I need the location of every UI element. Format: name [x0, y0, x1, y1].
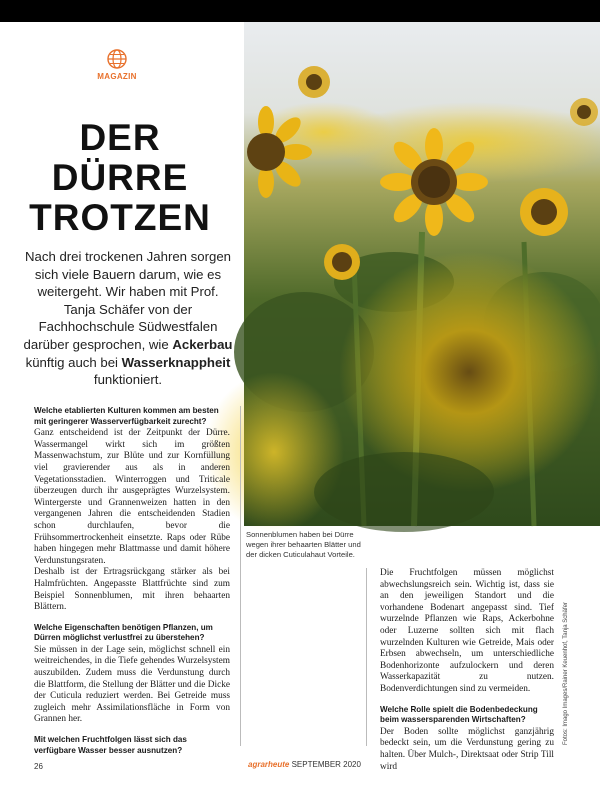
lead-text: funktioniert. — [93, 372, 163, 388]
article-lead — [22, 248, 234, 389]
interview-answer: Die Fruchtfolgen müssen möglichst abwechslungsreich sein. Wichtig ist, dass sie an den jeweiligen Standort und die vorhandene Bodenart angepasst sind. Tief wurzelnde Pflanzen wie Raps, Ackerbohne oder Luzerne sollten sich mit flach wurzelnden Kulturen wie Getreide, Mais oder Erbsen abwechseln, um unterschiedliche Bodenhorizonte aufzulockern und deren Wasserkapazität zu nutzen. Bodenverdichtungen sind zu vermeiden. — [380, 568, 554, 694]
interview-question: Welche Eigenschaften benötigen Pflanzen, um Dürren möglichst verlustfrei zu überstehen? — [34, 622, 213, 643]
photo-credit: Fotos: Imago Images/Rainer Keuenhof, Tanja Schäfer — [563, 602, 569, 745]
lead-bold: Ackerbau — [172, 336, 233, 352]
article-column-left — [34, 406, 230, 755]
brand-logo: agrarheute — [248, 760, 290, 769]
article-headline — [22, 118, 218, 238]
lead-text: künftig auch bei — [25, 354, 122, 370]
sunflower-field-illustration — [244, 22, 600, 526]
interview-answer: Ganz entscheidend ist der Zeitpunkt der Dürre. Wassermangel wirkt sich im größten Massenwachstum, zur Blüte und zur Kornfüllung viel gravierender aus als in anderen Vegetationsstadien. Winterroggen und Triticale überzeugen durch ihr ausgeprägtes Wurzelsystem. Wintergerste und Grannenweizen hatten in den vergangenen Jahren die entscheidenden Stadien schon durchlaufen, bevor die Frühsommertrockenheit einsetzte. Raps oder Rübe haben hingegen mehr Blattmasse und damit höhere Verdunstungsraten. — [34, 428, 230, 566]
section-kicker: MAGAZIN — [97, 72, 137, 81]
sunflower-photo — [244, 22, 600, 526]
article-column-right — [380, 568, 554, 772]
column-divider — [240, 406, 241, 746]
interview-question: Welche Rolle spielt die Bodenbedeckung beim wassersparenden Wirtschaften? — [380, 704, 538, 725]
headline-line: DÜRRE — [51, 157, 189, 198]
interview-question: Welche etablierten Kulturen kommen am besten mit geringerer Wasserverfügbarkeit zurecht? — [34, 406, 219, 426]
globe-icon — [106, 48, 128, 70]
headline-line: TROTZEN — [29, 197, 211, 238]
column-divider — [366, 568, 367, 746]
headline-line: DER — [79, 117, 161, 158]
interview-question: Mit welchen Fruchtfolgen lässt sich das verfügbare Wasser besser ausnutzen? — [34, 735, 187, 755]
top-black-bar — [0, 0, 600, 22]
interview-answer: Sie müssen in der Lage sein, möglichst schnell ein weitreichendes, in die Tiefe gehendes Wurzelsystem auszubilden. Zudem muss die Verdunstung durch die Blattform, die Stellung der Blätter und die Dicke der Cuticula reduziert werden. Bei Getreide muss zugleich mehr Assimilationsfläche in Form von Grannen her. — [34, 644, 230, 725]
magazine-footer — [248, 760, 361, 769]
lead-bold: Wasserknappheit — [121, 354, 231, 370]
interview-answer: Deshalb ist der Ertragsrückgang stärker als bei Halmfrüchten. Angepasste Blattfrüchte sind zum Beispiel Sonnenblumen, mit ihren behaarten Blättern. — [34, 567, 230, 613]
interview-answer: Der Boden sollte möglichst ganzjährig bedeckt sein, um die Verdunstung gering zu halten. Über Mulch-, Direktsaat oder Strip Till wird — [380, 726, 554, 772]
page-number: 26 — [34, 762, 43, 771]
photo-caption: Sonnenblumen haben bei Dürre wegen ihrer behaarten Blätter und der dicken Cuticulahaut Vorteile. — [246, 530, 361, 559]
issue-date: SEPTEMBER 2020 — [291, 760, 361, 769]
lead-text: Nach drei trockenen Jahren sorgen sich viele Bauern darum, wie es weitergeht. Wir haben mit Prof. Tanja Schäfer von der Fachhochschule Südwestfalen darüber gesprochen, wie — [23, 249, 231, 352]
